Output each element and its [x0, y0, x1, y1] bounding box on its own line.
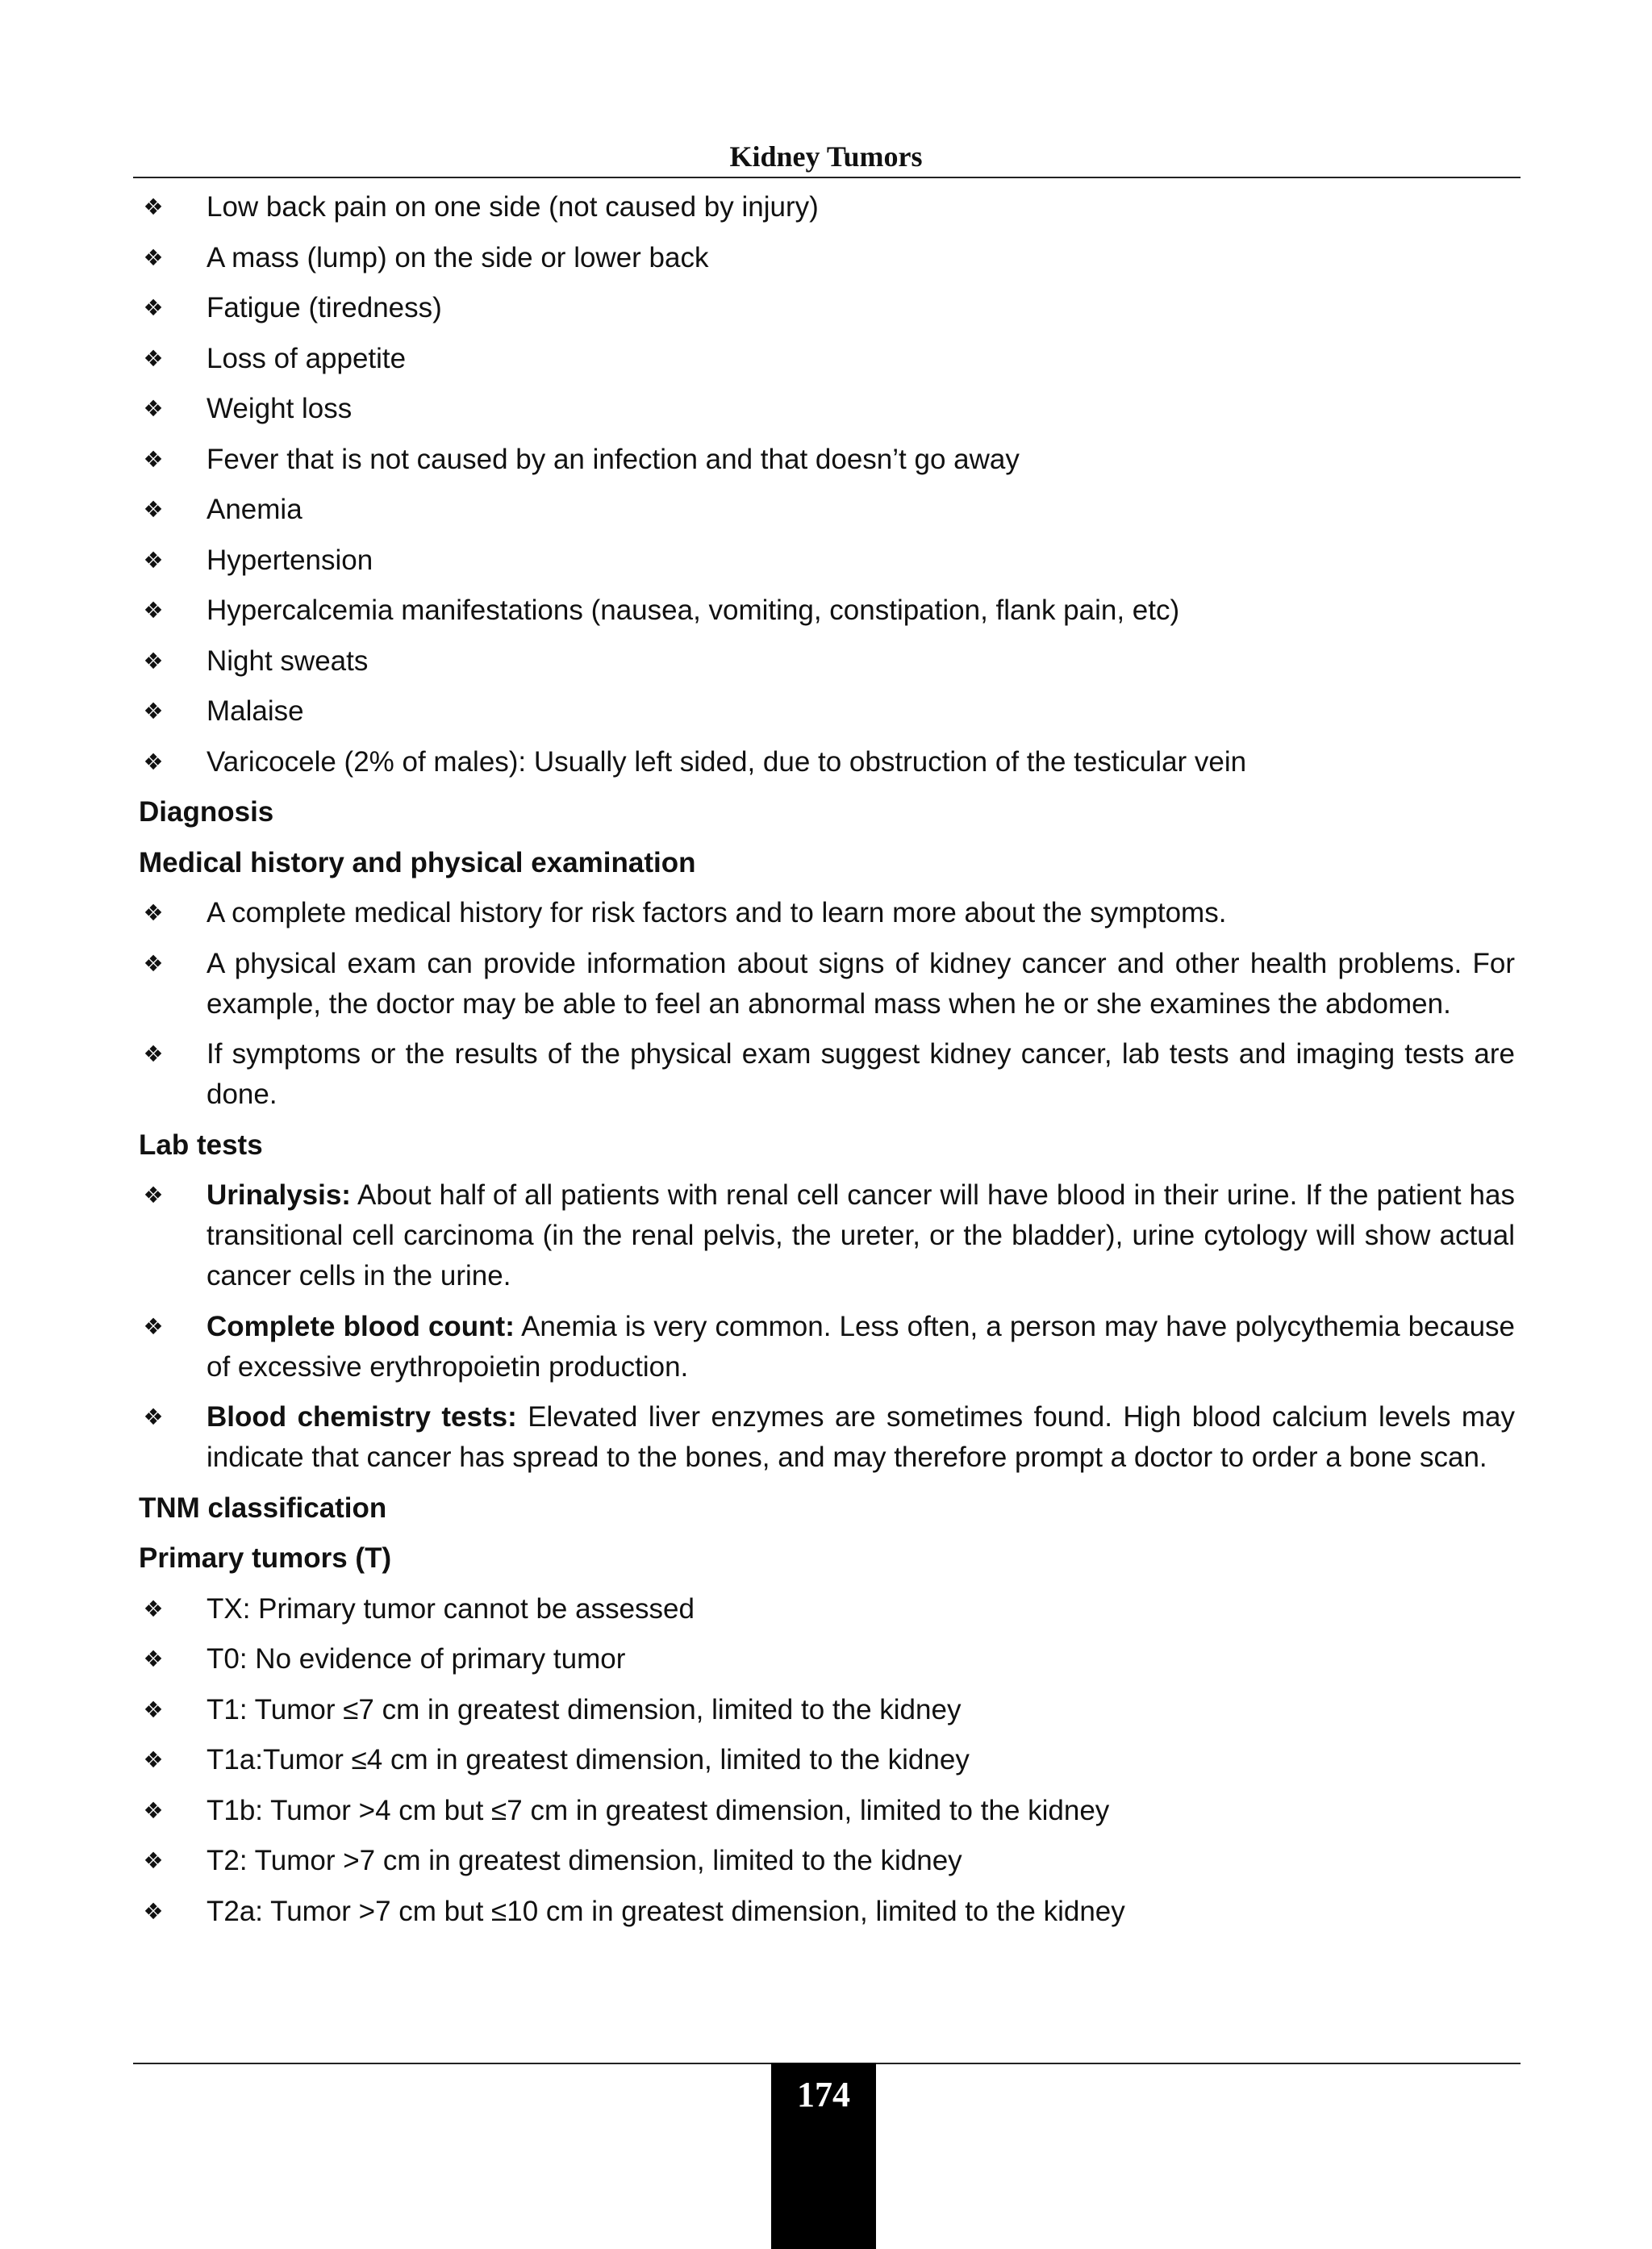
diamond-bullet-icon: ❖: [143, 295, 164, 320]
diamond-bullet-icon: ❖: [143, 900, 164, 925]
diamond-bullet-icon: ❖: [143, 194, 164, 219]
diamond-bullet-icon: ❖: [143, 547, 164, 573]
list-item: ❖ T2a: Tumor >7 cm but ≤10 cm in greatest dimension, limited to the kidney: [139, 1892, 1515, 1932]
primary-tumors-heading: Primary tumors (T): [139, 1542, 392, 1574]
list-item: ❖ Fatigue (tiredness): [139, 288, 1515, 328]
page-number-tab: [771, 2063, 876, 2249]
list-item: ❖ T1: Tumor ≤7 cm in greatest dimension, limited to the kidney: [139, 1690, 1515, 1730]
list-item: ❖ Low back pain on one side (not caused by injury): [139, 187, 1515, 227]
page-number: 174: [797, 2075, 850, 2114]
diamond-bullet-icon: ❖: [143, 950, 164, 976]
running-header: Kidney Tumors: [729, 140, 923, 173]
header-rule: [133, 177, 1521, 178]
list-item: ❖ Urinalysis: About half of all patients with renal cell cancer will have blood in their urine. If the patient has transitional cell carcinoma (in the renal pelvis, the ureter, or the bladder), urine cytology will show actual cancer cells in the urine.: [139, 1175, 1515, 1296]
list-item: ❖ Hypercalcemia manifestations (nausea, vomiting, constipation, flank pain, etc): [139, 590, 1515, 631]
diamond-bullet-icon: ❖: [143, 1404, 164, 1429]
history-exam-list: [139, 893, 1515, 1115]
list-item: ❖ Complete blood count: Anemia is very common. Less often, a person may have polycythemia because of excessive erythropoietin production.: [139, 1307, 1515, 1387]
term-urinalysis: Urinalysis:: [206, 1179, 351, 1211]
list-item: ❖ A mass (lump) on the side or lower back: [139, 238, 1515, 278]
list-item: ❖ Malaise: [139, 691, 1515, 732]
lab-tests-list: [139, 1175, 1515, 1478]
list-item: ❖ Fever that is not caused by an infection and that doesn’t go away: [139, 440, 1515, 480]
diamond-bullet-icon: ❖: [143, 1848, 164, 1873]
diamond-bullet-icon: ❖: [143, 1646, 164, 1671]
list-item: ❖ T0: No evidence of primary tumor: [139, 1639, 1515, 1679]
tnm-heading: TNM classification: [139, 1492, 387, 1524]
list-item: ❖ A complete medical history for risk factors and to learn more about the symptoms.: [139, 893, 1515, 933]
diamond-bullet-icon: ❖: [143, 497, 164, 522]
list-item: ❖ Loss of appetite: [139, 339, 1515, 379]
history-exam-heading: Medical history and physical examination: [139, 846, 696, 878]
list-item: ❖ Weight loss: [139, 389, 1515, 429]
list-item: ❖ TX: Primary tumor cannot be assessed: [139, 1589, 1515, 1629]
term-blood-chemistry: Blood chemistry tests:: [206, 1401, 517, 1433]
list-item: ❖ Anemia: [139, 490, 1515, 530]
diamond-bullet-icon: ❖: [143, 396, 164, 421]
term-complete-blood-count: Complete blood count:: [206, 1310, 515, 1342]
diamond-bullet-icon: ❖: [143, 1747, 164, 1772]
diamond-bullet-icon: ❖: [143, 648, 164, 674]
diamond-bullet-icon: ❖: [143, 1596, 164, 1621]
diamond-bullet-icon: ❖: [143, 1313, 164, 1339]
diamond-bullet-icon: ❖: [143, 1041, 164, 1066]
lab-tests-heading: Lab tests: [139, 1129, 263, 1161]
tnm-list: [139, 1589, 1515, 1932]
page-content: [139, 187, 1515, 1942]
list-item: ❖ T1a:Tumor ≤4 cm in greatest dimension, limited to the kidney: [139, 1740, 1515, 1780]
list-item: ❖ A physical exam can provide information about signs of kidney cancer and other health problems. For example, the doctor may be able to feel an abnormal mass when he or she examines the abdomen.: [139, 944, 1515, 1024]
diamond-bullet-icon: ❖: [143, 1183, 164, 1208]
diamond-bullet-icon: ❖: [143, 1898, 164, 1924]
diamond-bullet-icon: ❖: [143, 1797, 164, 1823]
diamond-bullet-icon: ❖: [143, 749, 164, 774]
list-item: ❖ T2: Tumor >7 cm in greatest dimension, limited to the kidney: [139, 1841, 1515, 1881]
list-item: ❖ T1b: Tumor >4 cm but ≤7 cm in greatest dimension, limited to the kidney: [139, 1791, 1515, 1831]
diamond-bullet-icon: ❖: [143, 699, 164, 724]
list-item: ❖ Blood chemistry tests: Elevated liver enzymes are sometimes found. High blood calcium levels may indicate that cancer has spread to the bones, and may therefore prompt a doctor to order a bone scan.: [139, 1397, 1515, 1478]
list-item: ❖ Night sweats: [139, 641, 1515, 682]
diamond-bullet-icon: ❖: [143, 446, 164, 472]
diamond-bullet-icon: ❖: [143, 345, 164, 371]
diamond-bullet-icon: ❖: [143, 598, 164, 623]
list-item: ❖ Varicocele (2% of males): Usually left sided, due to obstruction of the testicular vein: [139, 742, 1515, 782]
diagnosis-heading: Diagnosis: [139, 796, 274, 828]
list-item: ❖ If symptoms or the results of the physical exam suggest kidney cancer, lab tests and imaging tests are done.: [139, 1034, 1515, 1115]
list-item: ❖ Hypertension: [139, 540, 1515, 581]
diamond-bullet-icon: ❖: [143, 244, 164, 270]
diamond-bullet-icon: ❖: [143, 1696, 164, 1722]
symptom-list: [139, 187, 1515, 782]
